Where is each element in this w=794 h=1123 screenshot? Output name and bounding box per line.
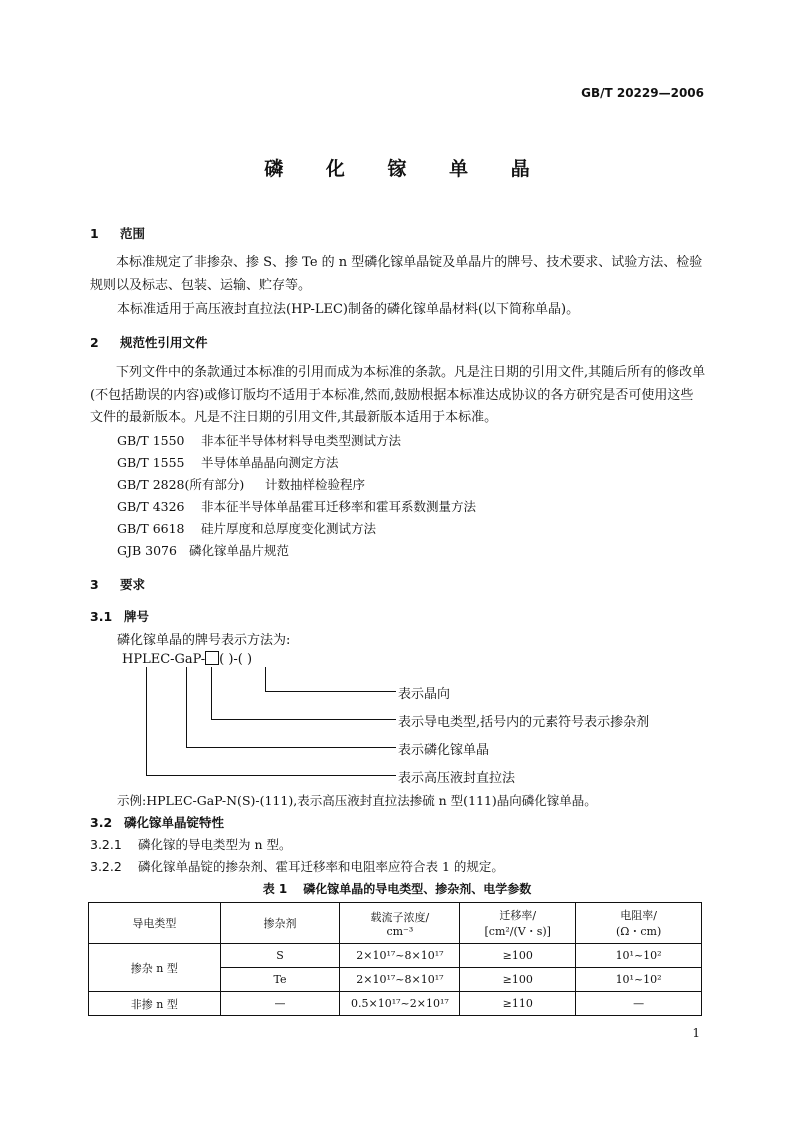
header-mobility-line1: 迁移率/ (499, 909, 537, 922)
reference-item (117, 431, 401, 449)
section-number: 2 (90, 335, 99, 350)
page-number: 1 (692, 1026, 700, 1040)
reference-code: GB/T 4326 (117, 499, 185, 514)
cell-mobility: ≥110 (460, 992, 576, 1016)
cell-carrier: 2×10¹⁷~8×10¹⁷ (340, 968, 460, 992)
header-resistivity-line2: (Ω・cm) (615, 925, 662, 938)
header-mobility (460, 903, 576, 944)
cell-carrier: 0.5×10¹⁷~2×10¹⁷ (340, 992, 460, 1016)
header-resistivity (576, 903, 702, 944)
label-gap-crystal: 表示磷化镓单晶 (398, 743, 490, 758)
section-title: 范围 (120, 226, 146, 241)
grade-intro: 磷化镓单晶的牌号表示方法为: (117, 633, 291, 648)
table-title: 磷化镓单晶的导电类型、掺杂剂、电学参数 (303, 882, 532, 896)
header-carrier-line2: cm⁻³ (386, 924, 414, 938)
table-row (89, 992, 702, 1016)
grade-example: 示例:HPLEC-GaP-N(S)-(111),表示高压液封直拉法掺硫 n 型(111)晶向磷化镓单晶。 (117, 793, 597, 808)
section-title: 要求 (120, 577, 146, 592)
grade-formula (122, 651, 252, 667)
formula-suffix: ( )-( ) (219, 652, 253, 667)
clause-number: 3.2.2 (90, 859, 122, 874)
table-number: 表 1 (262, 882, 288, 896)
section-2-heading (90, 333, 208, 351)
subsection-number: 3.1 (90, 609, 113, 624)
label-hplec: 表示高压液封直拉法 (398, 771, 516, 786)
table-header-row (89, 903, 702, 944)
cell-type: 掺杂 n 型 (89, 944, 221, 992)
reference-title: 硅片厚度和总厚度变化测试方法 (201, 521, 377, 536)
reference-item (117, 453, 339, 471)
reference-code: GB/T 2828(所有部分) (117, 477, 245, 492)
cell-dopant: Te (220, 968, 340, 992)
header-mobility-line2: [cm²/(V・s)] (484, 925, 551, 938)
conduction-type-box (205, 651, 219, 665)
reference-item (117, 541, 289, 559)
reference-item (117, 519, 376, 537)
bracket-line (186, 667, 187, 748)
scope-paragraph-2: 本标准适用于高压液封直拉法(HP-LEC)制备的磷化镓单晶材料(以下简称单晶)。 (117, 302, 580, 317)
references-intro: 下列文件中的条款通过本标准的引用而成为本标准的条款。凡是注日期的引用文件,其随后所有的修改单(不包括勘误的内容)或修订版均不适用于本标准,然而,鼓励根据本标准达成协议的各方研究是否可使用这些文件的最新版本。凡是不注日期的引用文件,其最新版本适用于本标准。 (90, 365, 706, 425)
cell-resistivity: 10¹~10² (576, 944, 702, 968)
cell-mobility: ≥100 (460, 944, 576, 968)
reference-item (117, 475, 365, 493)
bracket-line (146, 775, 396, 776)
section-title: 规范性引用文件 (120, 335, 208, 350)
section-3-heading (90, 575, 145, 593)
bracket-line (211, 667, 212, 720)
section-1-heading (90, 224, 145, 242)
table-caption (0, 880, 794, 897)
reference-title: 非本征半导体单晶霍耳迁移率和霍耳系数测量方法 (201, 499, 477, 514)
bracket-line (211, 719, 396, 720)
header-dopant: 掺杂剂 (220, 903, 340, 944)
bracket-line (186, 747, 396, 748)
cell-dopant: — (220, 992, 340, 1016)
section-number: 3 (90, 577, 99, 592)
cell-mobility: ≥100 (460, 968, 576, 992)
subsection-title: 牌号 (124, 609, 150, 624)
standard-code: GB/T 20229—2006 (581, 86, 704, 100)
subsection-title: 磷化镓单晶锭特性 (124, 815, 225, 830)
cell-resistivity: 10¹~10² (576, 968, 702, 992)
formula-prefix: HPLEC-GaP- (122, 652, 206, 667)
reference-title: 半导体单晶晶向测定方法 (201, 455, 339, 470)
label-orientation: 表示晶向 (398, 687, 451, 702)
clause-number: 3.2.1 (90, 837, 122, 852)
clause-3-2-2 (90, 857, 504, 875)
scope-paragraph-1: 本标准规定了非掺杂、掺 S、掺 Te 的 n 型磷化镓单晶锭及单晶片的牌号、技术要求、试验方法、检验规则以及标志、包装、运输、贮存等。 (90, 255, 703, 293)
cell-carrier: 2×10¹⁷~8×10¹⁷ (340, 944, 460, 968)
clause-text: 磷化镓的导电类型为 n 型。 (138, 837, 292, 852)
cell-dopant: S (220, 944, 340, 968)
reference-code: GB/T 1550 (117, 433, 185, 448)
cell-type: 非掺 n 型 (89, 992, 221, 1016)
reference-title: 计数抽样检验程序 (265, 477, 366, 492)
label-conduction-type: 表示导电类型,括号内的元素符号表示掺杂剂 (398, 715, 650, 730)
reference-code: GB/T 6618 (117, 521, 185, 536)
header-resistivity-line1: 电阻率/ (620, 909, 657, 922)
reference-title: 非本征半导体材料导电类型测试方法 (201, 433, 402, 448)
bracket-line (265, 667, 266, 692)
clause-3-2-1 (90, 835, 292, 853)
reference-title: 磷化镓单晶片规范 (189, 543, 290, 558)
subsection-3-2-heading (90, 813, 224, 831)
reference-code: GJB 3076 (117, 543, 177, 558)
clause-text: 磷化镓单晶锭的掺杂剂、霍耳迁移率和电阻率应符合表 1 的规定。 (138, 859, 504, 874)
header-carrier-line1: 载流子浓度/ (370, 910, 430, 924)
document-title: 磷 化 镓 单 晶 (264, 158, 548, 180)
section-number: 1 (90, 226, 99, 241)
bracket-line (146, 667, 147, 776)
header-carrier (340, 903, 460, 944)
bracket-line (265, 691, 396, 692)
table-row (89, 944, 702, 968)
subsection-number: 3.2 (90, 815, 113, 830)
reference-item (117, 497, 476, 515)
header-type: 导电类型 (89, 903, 221, 944)
cell-resistivity: — (576, 992, 702, 1016)
reference-code: GB/T 1555 (117, 455, 185, 470)
table-1 (88, 902, 702, 1016)
subsection-3-1-heading (90, 607, 149, 625)
